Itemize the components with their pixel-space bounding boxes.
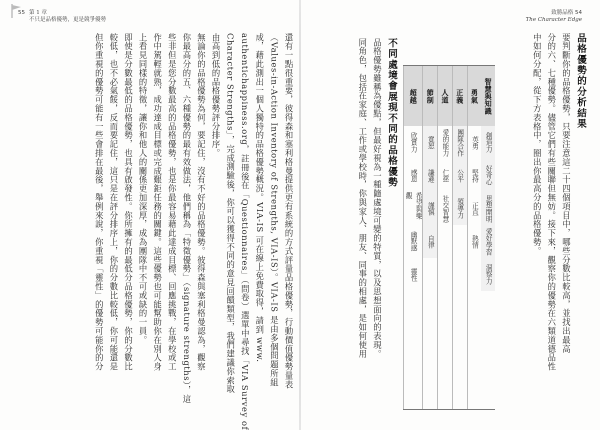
- table-cell: 堅持: [470, 168, 479, 183]
- left-page-header: [18, 10, 106, 24]
- table-header: 智慧與知識: [481, 66, 495, 126]
- table-cell: 領導力: [453, 192, 467, 225]
- section-heading-analysis: 品格優勢的分析結果: [575, 33, 586, 130]
- text-line: 要判斷你的品格優勢，只要注意這二十四個項目中，哪些分數比較高，並找出最高: [561, 33, 572, 354]
- text-line: authentichappiness.org，註冊後在「Questionnaires」（問卷）選單中尋找「VIA Survey of: [240, 33, 251, 430]
- table-column-justice: [452, 66, 467, 409]
- table-header: 人道: [438, 66, 452, 126]
- text-line: 成，藉此測出一個人獨特的品格優勢概況。VIA-IS 可在線上免費取得，請到 www.: [254, 33, 265, 363]
- text-line: 你最高分的五、六種優勢的最有效做法，他們稱為「特徵優勢」（signature strengths），這: [181, 33, 192, 404]
- table-cell: 正直: [470, 201, 479, 216]
- table-header: 勇氣: [468, 66, 482, 126]
- left-chapter-label: 第 1 章: [29, 10, 47, 16]
- text-line: 無論你的品格優勢為何，要記住，沒有不好的品格優勢。彼得森與塞利格曼認為，觀察: [196, 33, 207, 372]
- text-line: 作中駕輕就熟，成功達成目標或完成艱鉅任務的關鍵。這些優勢也可能幫助你在別人身: [152, 33, 163, 372]
- table-column-transcendence: [403, 66, 422, 409]
- table-column-temperance: [422, 66, 437, 409]
- table-cell: 感恩: [409, 168, 418, 183]
- table-cell: 希望與樂觀: [404, 192, 423, 220]
- table-cell: 洞察力: [481, 258, 495, 291]
- text-line: 同角色，包括在家庭、工作或學校時，你與家人、朋友、同事的相處，是如何使用: [357, 38, 368, 359]
- table-cell: 幽默感: [409, 231, 418, 252]
- left-page-number: 55: [18, 10, 25, 16]
- text-line: 上看見同樣的特徵，讓你和他人的關係更加深厚，成為團隊中不可或缺的一員。: [138, 33, 149, 345]
- table-cell: 創造力: [481, 126, 495, 159]
- table-cell: 英勇: [470, 135, 479, 150]
- right-page-header: [526, 10, 582, 24]
- table-header: 節制: [423, 66, 437, 126]
- table-cell: 好奇心: [481, 159, 495, 192]
- text-line: 即使是分數最低的品格優勢，也具有啟發性。你所擁有的最低分品格優勢，你的分數比: [123, 33, 134, 372]
- page-gutter: [299, 0, 301, 430]
- table-cell: 思想開明: [481, 192, 495, 225]
- left-page-body: [18, 33, 294, 430]
- table-cell: 謙遜: [423, 159, 437, 192]
- table-cell: 熱情: [470, 234, 479, 249]
- table-column-humanity: [437, 66, 452, 409]
- text-line: Character Strengths」，完成測驗後，你可以獲得不同的意見回饋類型，我們建議你索取: [225, 33, 236, 394]
- table-cell: 寬恕: [423, 126, 437, 159]
- table-cell: 仁慈: [440, 168, 449, 183]
- text-line: 較低，也不必氣餒，反而要記住，這只是在評分排序上，你的分數比較低，你可能還是: [108, 33, 119, 372]
- text-line: 中如何分配，從下方表格中，圈出你最高分的品格優勢。: [532, 33, 543, 256]
- table-header: 正義: [453, 66, 467, 126]
- text-line: （Values-in-Action Inventory of Strengths, VIA-IS）。VIA-IS 是由多個問題所組: [269, 33, 280, 388]
- table-cell: 欣賞力: [409, 132, 418, 153]
- text-line: 由高到低的品格優勢評分排序。: [211, 33, 222, 158]
- text-line: 品格優勢雖稱為優點，但最好視為一種隨處境可變的特質，以及思想面向的表現。: [372, 38, 383, 359]
- table-header: 超越: [404, 66, 422, 126]
- table-cell: 自律: [423, 225, 437, 258]
- section-heading-situations: 不同處境會展現不同的品格優勢: [386, 38, 397, 188]
- right-book-title-en: The Character Edge: [525, 17, 582, 23]
- left-chapter-subtitle: 不只是品格優勢，更是競爭優勢: [29, 17, 107, 23]
- text-line: 還有一點很重要，彼得森和塞利格曼提供更有系統的方式評量品格優勢，行動價值優勢量表: [284, 33, 294, 389]
- table-column-wisdom: [481, 66, 495, 409]
- table-cell: 靈性: [409, 267, 418, 282]
- right-intro-block: [505, 33, 585, 413]
- right-section-block: [308, 38, 396, 413]
- right-book-title: 致勝品格: [551, 10, 574, 16]
- right-page-number: 54: [575, 10, 582, 16]
- text-line: 些非但是您分數最高的品格優勢，也是你最容易藉此達成目標、回應挑戰，在學校或工: [167, 33, 178, 372]
- text-line: 但你重視的優勢可能有一些會排在最後，舉例來說，你重視「靈性」的優勢可能你的分: [94, 33, 105, 372]
- table-cell: 公平: [453, 159, 467, 192]
- table-cell: 謹慎: [423, 192, 437, 225]
- table-cell: 社交智慧: [440, 194, 449, 223]
- table-column-courage: [467, 66, 482, 409]
- table-cell: 愛好學習: [481, 225, 495, 258]
- traits-table: [403, 65, 495, 410]
- table-cell: 團隊合作: [453, 126, 467, 159]
- text-line: 分的六、七種優勢。儘管它們有些關聯但無妨。接下來，觀察你的優勢在六類道德品性: [546, 33, 557, 372]
- table-cell: 愛的能力: [440, 128, 449, 157]
